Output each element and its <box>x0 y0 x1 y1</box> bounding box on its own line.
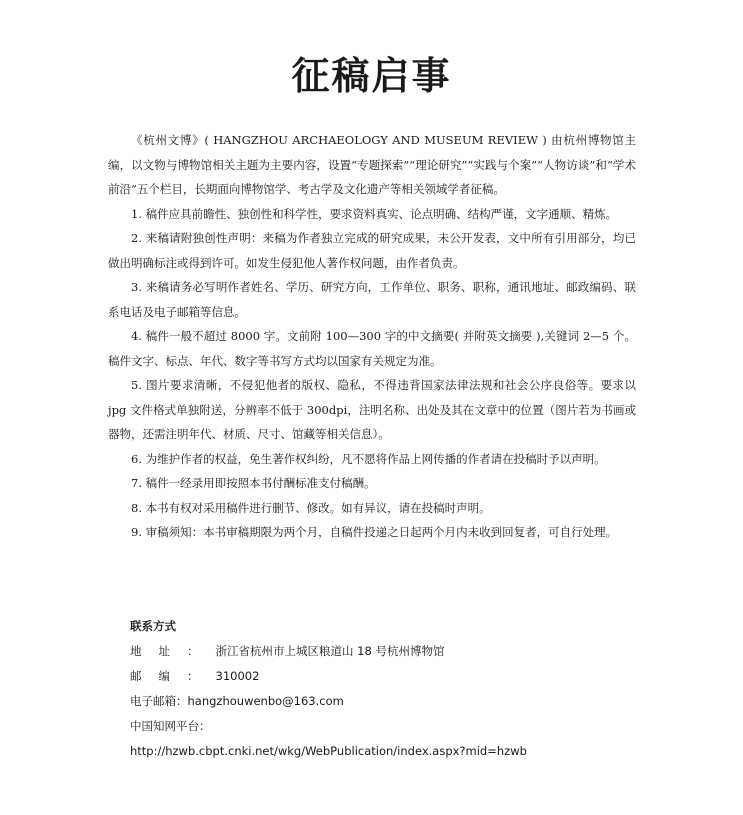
email-label: 电子邮箱： <box>130 694 188 708</box>
postcode-value: 310002 <box>215 669 260 683</box>
address-label: 地址： <box>130 644 216 658</box>
contact-heading: 联系方式 <box>130 619 176 633</box>
page-title: 征稿启事 <box>291 53 452 98</box>
cnki-label: 中国知网平台： <box>130 719 211 733</box>
postcode-row <box>130 664 630 689</box>
intro-paragraph: 《杭州文博》( HANGZHOU ARCHAEOLOGY AND MUSEUM REVIEW ) 由杭州博物馆主编，以文物与博物馆相关主题为主要内容，设置“专题探索”“理论研究”“实践与个案”“人物访谈”和“学术前沿”五个栏目，长期面向博物馆学、考古学及文化遗产等相关领域学者征稿。 <box>108 133 636 196</box>
item-3: 3. 来稿请务必写明作者姓名、学历、研究方向，工作单位、职务、职称，通讯地址、邮政编码、联系电话及电子邮箱等信息。 <box>108 280 636 319</box>
postcode-label: 邮编： <box>130 669 216 683</box>
item-7: 7. 稿件一经录用即按照本书付酬标准支付稿酬。 <box>131 476 376 490</box>
item-2: 2. 来稿请附独创性声明：来稿为作者独立完成的研究成果，未公开发表，文中所有引用部分，均已做出明确标注或得到许可。如发生侵犯他人著作权问题，由作者负责。 <box>108 231 636 270</box>
item-9: 9. 审稿须知：本书审稿期限为两个月，自稿件投递之日起两个月内未收到回复者，可自行处理。 <box>131 525 618 539</box>
cnki-label-row <box>130 714 630 739</box>
item-8: 8. 本书有权对采用稿件进行删节、修改。如有异议，请在投稿时声明。 <box>131 500 491 515</box>
cnki-url-link[interactable]: http://hzwb.cbpt.cnki.net/wkg/WebPublication/index.aspx?mid=hzwb <box>130 744 527 758</box>
item-1: 1. 稿件应具前瞻性、独创性和科学性，要求资料真实、论点明确、结构严谨，文字通顺、精炼。 <box>131 206 618 221</box>
cnki-url-row <box>130 739 630 764</box>
item-4: 4. 稿件一般不超过 8000 字。文前附 100—300 字的中文摘要( 并附英文摘要 ),关键词 2—5 个。稿件文字、标点、年代、数字等书写方式均以国家有关规定为准。 <box>108 329 636 368</box>
contact-section <box>130 614 630 764</box>
email-value[interactable]: hangzhouwenbo@163.com <box>187 694 344 708</box>
notice-body <box>108 128 636 545</box>
item-6: 6. 为维护作者的权益，免生著作权纠纷，凡不愿将作品上网传播的作者请在投稿时予以声明。 <box>131 451 606 466</box>
address-value: 浙江省杭州市上城区粮道山 18 号杭州博物馆 <box>215 644 445 658</box>
item-5: 5. 图片要求清晰，不侵犯他者的版权、隐私，不得违背国家法律法规和社会公序良俗等。要求以 jpg 文件格式单独附送，分辨率不低于 300dpi，注明名称、出处及其在文章中的位置（图片若为书画或器物，还需注明年代、材质、尺寸、馆藏等相关信息）。 <box>108 378 636 441</box>
address-row <box>130 639 630 664</box>
email-row <box>130 689 630 714</box>
